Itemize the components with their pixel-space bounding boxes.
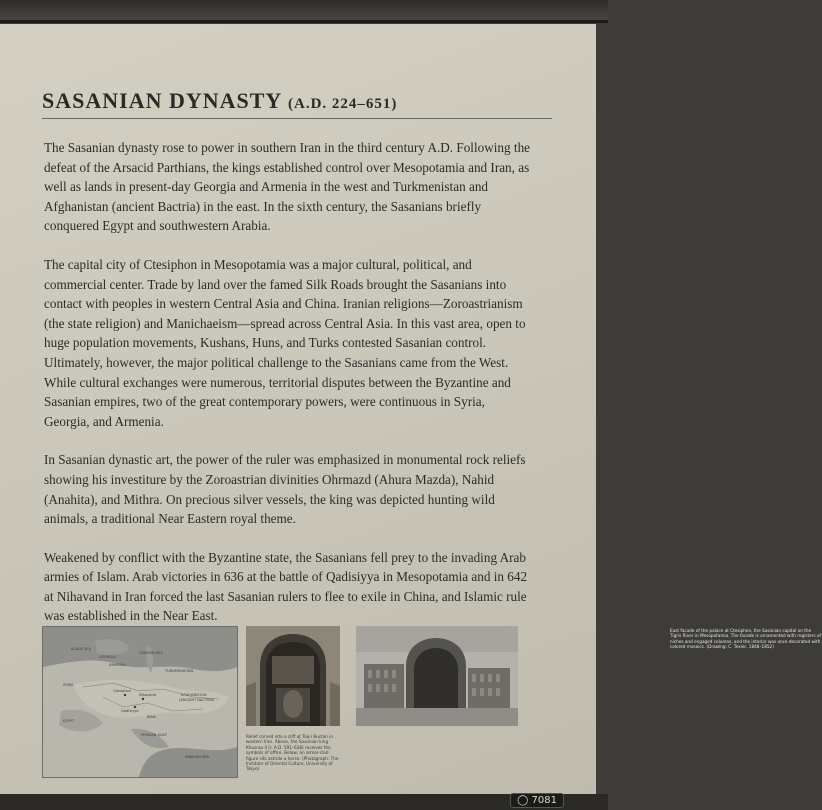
map-label: EGYPT [63,719,75,723]
title-rule [42,118,552,119]
relief-caption: Relief carved into a cliff at Taq-i Bustan in western Iran. Above, the Sasanian king Khusrau II (r. A.D. 591–628) receives the symbols of office. Below, an armor-clad figure sits astride a horse. (Photograph: The Institute of Oriental Culture, University of Tokyo) [246,734,339,772]
map-label: ARMENIA [109,663,126,667]
ruins-caption: East facade of the palace at Ctesiphon, the Sasanian capital on the Tigris River in Mesopotamia. The facade is ornamented with registers of niches and engaged columns, and the interior was once decorated with colored mosaics. (Drawing: C. Texier, 1848–1852) [670,628,821,650]
ruins-drawing [356,626,821,726]
map-label: TURKMENISTAN [165,669,194,673]
map-label: PERSIAN GULF [141,733,168,737]
ruins-drawing-graphic [356,626,518,726]
relief-photo [246,626,340,726]
map-label: ARABIAN SEA [185,755,210,759]
map-label: SYRIA [63,683,74,687]
map-label: Ctesiphon [113,689,132,693]
map-label: IRAN [147,715,156,719]
figure-row [42,626,821,796]
paragraph-1: The Sasanian dynasty rose to power in southern Iran in the third century A.D. Following the defeat of the Arsacid Parthians, the kings established control over Mesopotamia and Iran, as well as lands in present-day Georgia and Armenia in the west and Turkmenistan and Afghanistan (ancient Bactria) in the east. In the sixth century, the Sasanians briefly conquered Egypt and southwestern Arabia. [44,140,531,234]
page-title [42,88,397,114]
map-label: Nihavand [139,693,157,697]
map-label: (ANCIENT BACTRIA) [179,698,215,702]
photo-counter-text: 7081 [531,795,557,806]
relief-photo-graphic [246,626,340,726]
paragraph-2: The capital city of Ctesiphon in Mesopotamia was a major cultural, political, and commercial center. Trade by land over the famed Silk Roads brought the Sasanians into contact with peoples in western Central Asia and China. Iranian religions—Zoroastrianism (the state religion) and Manichaeism—spread across Central Asia. In this vast area, open to huge population movements, Kushans, Huns, and Turks contested Sasanian control. Ultimately, however, the major political challenge to the Sasanians came from the West. While cultural exchanges were numerous, territorial disputes between the Byzantine and Sasanian empires, two of the great contemporary powers, were continuous in Syria, Georgia, and Armenia. [44,256,526,429]
map-label: BLACK SEA [71,647,91,651]
panel-body [44,138,530,645]
title-text: SASANIAN DYNASTY [42,88,282,113]
map-label: CASPIAN SEA [139,651,163,655]
title-dates: (A.D. 224–651) [288,96,398,112]
map-figure [42,626,238,778]
paragraph-4: Weakened by conflict with the Byzantine state, the Sasanians fell prey to the invading Arab armies of Islam. Arab victories in 636 at the battle of Qadisiyya in Mesopotamia and in 642 at Nihavand in Iran forced the last Sasanian rulers to flee to exile in China, and Islamic rule was established in the Near East. [44,549,528,624]
map-label: Qadisiyya [121,709,139,713]
map-label: GEORGIA [99,655,116,659]
map-label: AFGHANISTAN [181,693,207,697]
wall-top [0,0,608,22]
photo-counter-badge [510,793,564,808]
top-divider [0,20,608,23]
paragraph-3: In Sasanian dynastic art, the power of the ruler was emphasized in monumental rock reliefs showing his investiture by the Zoroastrian divinities Ohrmazd (Ahura Mazda), Nahid (Anahita), and Mithra. On precious silver vessels, the king was depicted hunting wild animals, a traditional Near Eastern royal theme. [44,452,526,527]
headphones-icon: ◯ [517,795,529,806]
